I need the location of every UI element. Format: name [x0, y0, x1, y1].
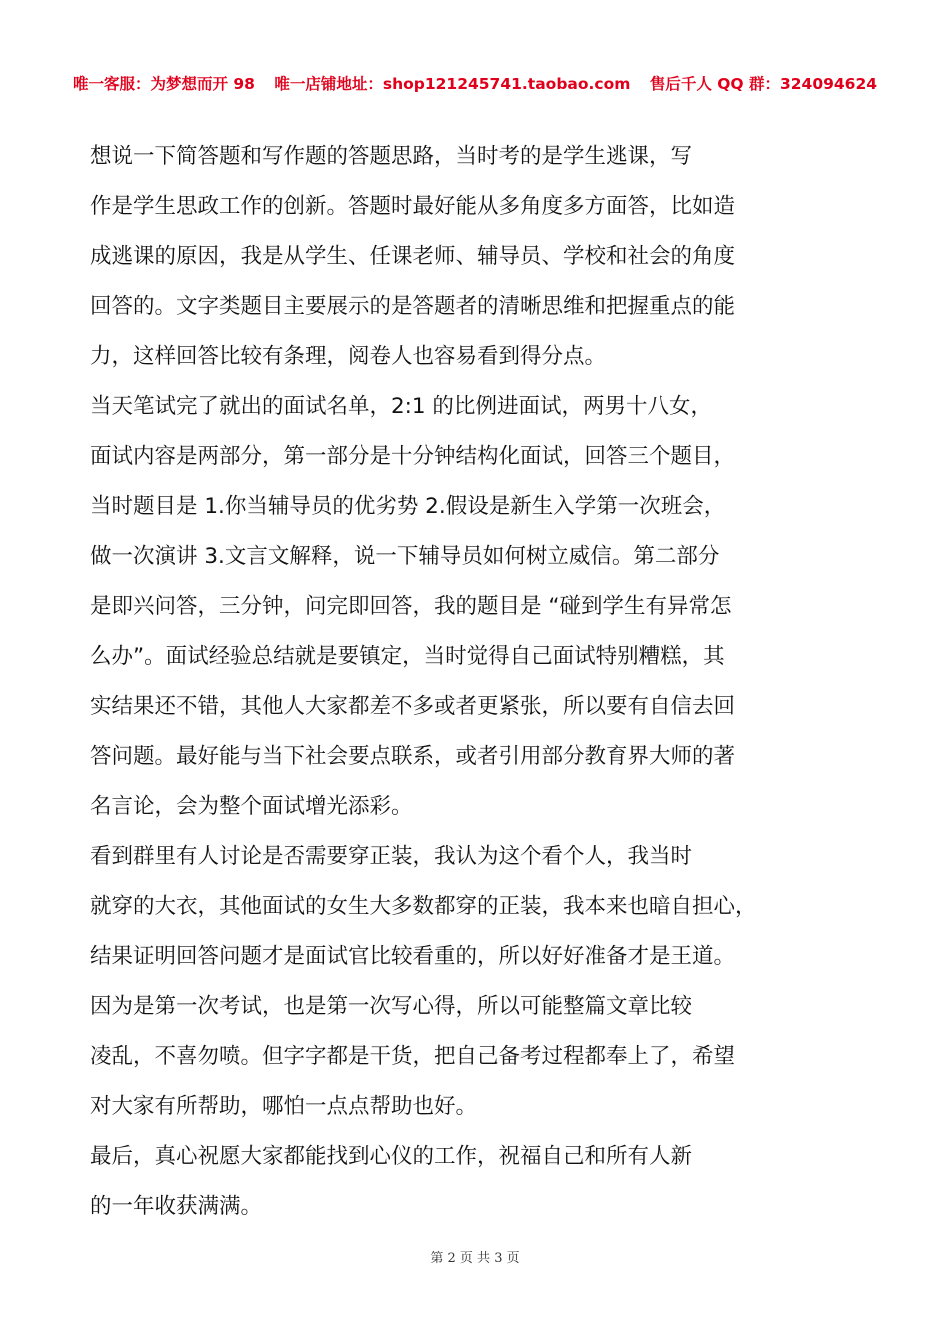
text-line: 成逃课的原因，我是从学生、任课老师、辅导员、学校和社会的角度 [90, 244, 736, 269]
qq-group-text: 售后千人 QQ 群：324094624 [649, 75, 878, 93]
text-line: 当天笔试完了就出的面试名单，2:1 的比例进面试，两男十八女， [90, 394, 712, 419]
text-line: 面试内容是两部分，第一部分是十分钟结构化面试，回答三个题目， [90, 444, 736, 469]
promo-header [0, 72, 950, 94]
text-line: 看到群里有人讨论是否需要穿正装，我认为这个看个人，我当时 [90, 844, 693, 869]
text-line: 想说一下简答题和写作题的答题思路，当时考的是学生逃课，写 [90, 144, 693, 169]
text-line: 就穿的大衣，其他面试的女生大多数都穿的正装，我本来也暗自担心， [90, 894, 757, 919]
text-line: 力，这样回答比较有条理，阅卷人也容易看到得分点。 [90, 344, 607, 369]
text-line: 最后，真心祝愿大家都能找到心仪的工作，祝福自己和所有人新 [90, 1144, 693, 1169]
text-line: 做一次演讲 3.文言文解释，说一下辅导员如何树立威信。第二部分 [90, 544, 720, 569]
text-line: 当时题目是 1.你当辅导员的优劣势 2.假设是新生入学第一次班会， [90, 494, 726, 519]
text-line: 回答的。文字类题目主要展示的是答题者的清晰思维和把握重点的能 [90, 294, 736, 319]
text-line: 么办”。面试经验总结就是要镇定，当时觉得自己面试特别糟糕，其 [90, 644, 725, 669]
document-body [90, 132, 790, 1232]
page-footer [0, 1247, 950, 1266]
text-line: 答问题。最好能与当下社会要点联系，或者引用部分教育界大师的著 [90, 744, 736, 769]
text-line: 作是学生思政工作的创新。答题时最好能从多角度多方面答，比如造 [90, 194, 736, 219]
text-line: 的一年收获满满。 [90, 1194, 263, 1219]
text-line: 名言论，会为整个面试增光添彩。 [90, 794, 413, 819]
customer-service-text: 唯一客服：为梦想而开 98 [72, 75, 255, 93]
page-number: 第 2 页 共 3 页 [430, 1251, 520, 1266]
text-line: 因为是第一次考试，也是第一次写心得，所以可能整篇文章比较 [90, 994, 693, 1019]
text-line: 实结果还不错，其他人大家都差不多或者更紧张，所以要有自信去回 [90, 694, 736, 719]
text-line: 结果证明回答问题才是面试官比较看重的，所以好好准备才是王道。 [90, 944, 736, 969]
shop-address-text: 唯一店铺地址：shop121245741.taobao.com [274, 75, 631, 93]
text-line: 对大家有所帮助，哪怕一点点帮助也好。 [90, 1094, 478, 1119]
text-line: 是即兴问答，三分钟，问完即回答，我的题目是 “碰到学生有异常怎 [90, 594, 732, 619]
text-line: 凌乱，不喜勿喷。但字字都是干货，把自己备考过程都奉上了，希望 [90, 1044, 736, 1069]
